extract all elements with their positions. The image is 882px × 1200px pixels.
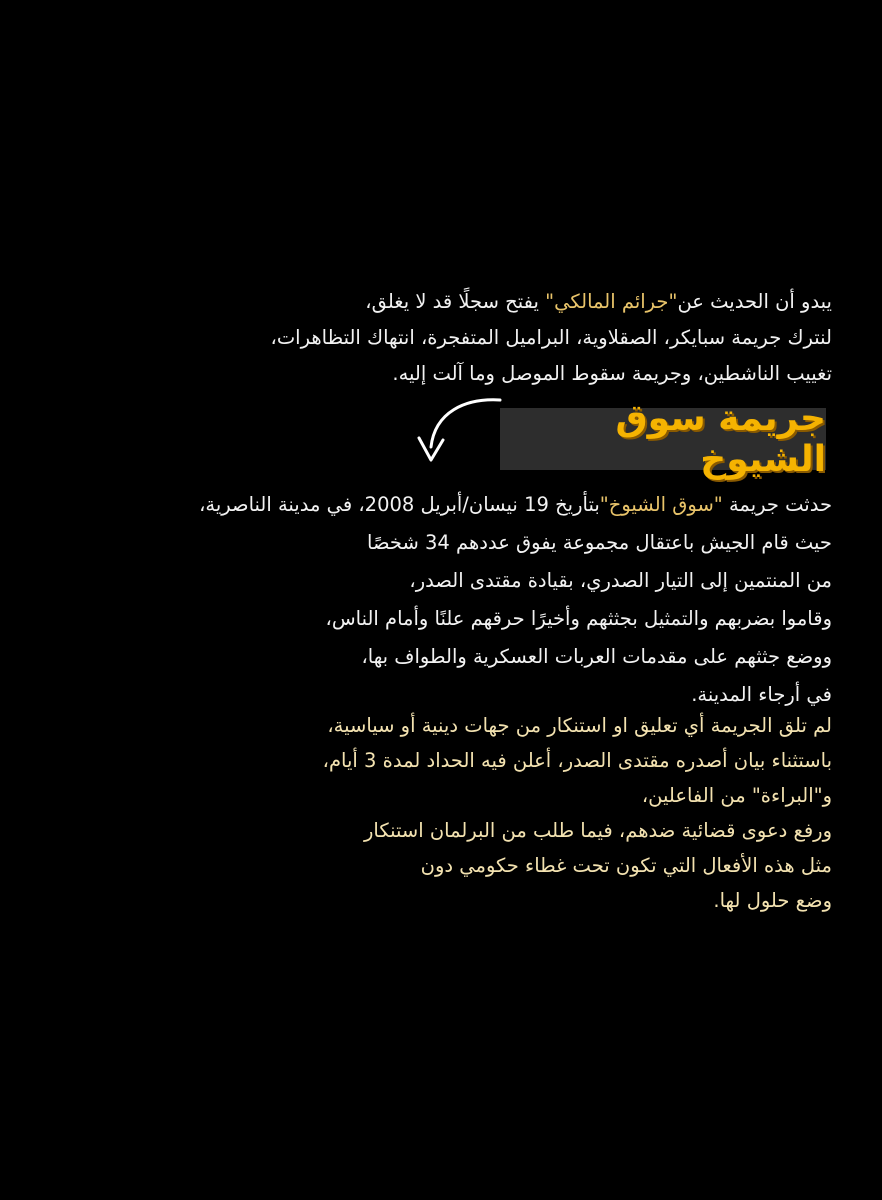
body-line-1: [110, 486, 832, 524]
body-paragraph: [110, 486, 832, 714]
aftermath-line-6: وضع حلول لها.: [713, 889, 832, 912]
intro-line-2: لنترك جريمة سبايكر، الصقلاوية، البراميل المتفجرة، انتهاك التظاهرات،: [270, 326, 832, 349]
section-title: جريمة سوق الشيوخ: [615, 398, 826, 480]
body-line-6: في أرجاء المدينة.: [691, 683, 832, 706]
intro-line-3: تغييب الناشطين، وجريمة سقوط الموصل وما آلت إليه.: [392, 362, 832, 385]
aftermath-line-2: باستثناء بيان أصدره مقتدى الصدر، أعلن فيه الحداد لمدة 3 أيام،: [322, 749, 832, 772]
intro-line-1-after: يفتح سجلًا قد لا يغلق،: [365, 290, 546, 313]
intro-line-1-before: يبدو أن الحديث عن: [677, 290, 832, 313]
aftermath-line-3: و"البراءة" من الفاعلين،: [641, 784, 832, 807]
body-line-3: من المنتمين إلى التيار الصدري، بقيادة مقتدى الصدر،: [409, 569, 832, 592]
aftermath-line-1: لم تلق الجريمة أي تعليق او استنكار من جهات دينية أو سياسية،: [327, 714, 832, 737]
body-line-5: ووضع جثثهم على مقدمات العربات العسكرية والطواف بها،: [361, 645, 832, 668]
body-line-2: حيث قام الجيش باعتقال مجموعة يفوق عددهم 34 شخصًا: [367, 531, 832, 554]
intro-line-1: [290, 284, 832, 320]
body-line-1-highlight: "سوق الشيوخ": [599, 493, 723, 516]
intro-paragraph: [270, 284, 832, 392]
title-box: [500, 398, 826, 480]
curved-arrow-icon: [405, 392, 515, 482]
body-line-1-before: حدثت جريمة: [722, 493, 832, 516]
intro-line-1-highlight: "جرائم المالكي": [545, 290, 678, 313]
aftermath-paragraph: [230, 708, 832, 918]
body-line-1-after: بتأريخ 19 نيسان/أبريل 2008، في مدينة الناصرية،: [199, 493, 600, 516]
aftermath-line-4: ورفع دعوى قضائية ضدهم، فيما طلب من البرلمان استنكار: [363, 819, 832, 842]
body-line-4: وقاموا بضربهم والتمثيل بجثثهم وأخيرًا حرقهم علنًا وأمام الناس،: [325, 607, 832, 630]
aftermath-line-5: مثل هذه الأفعال التي تكون تحت غطاء حكومي دون: [420, 854, 832, 877]
